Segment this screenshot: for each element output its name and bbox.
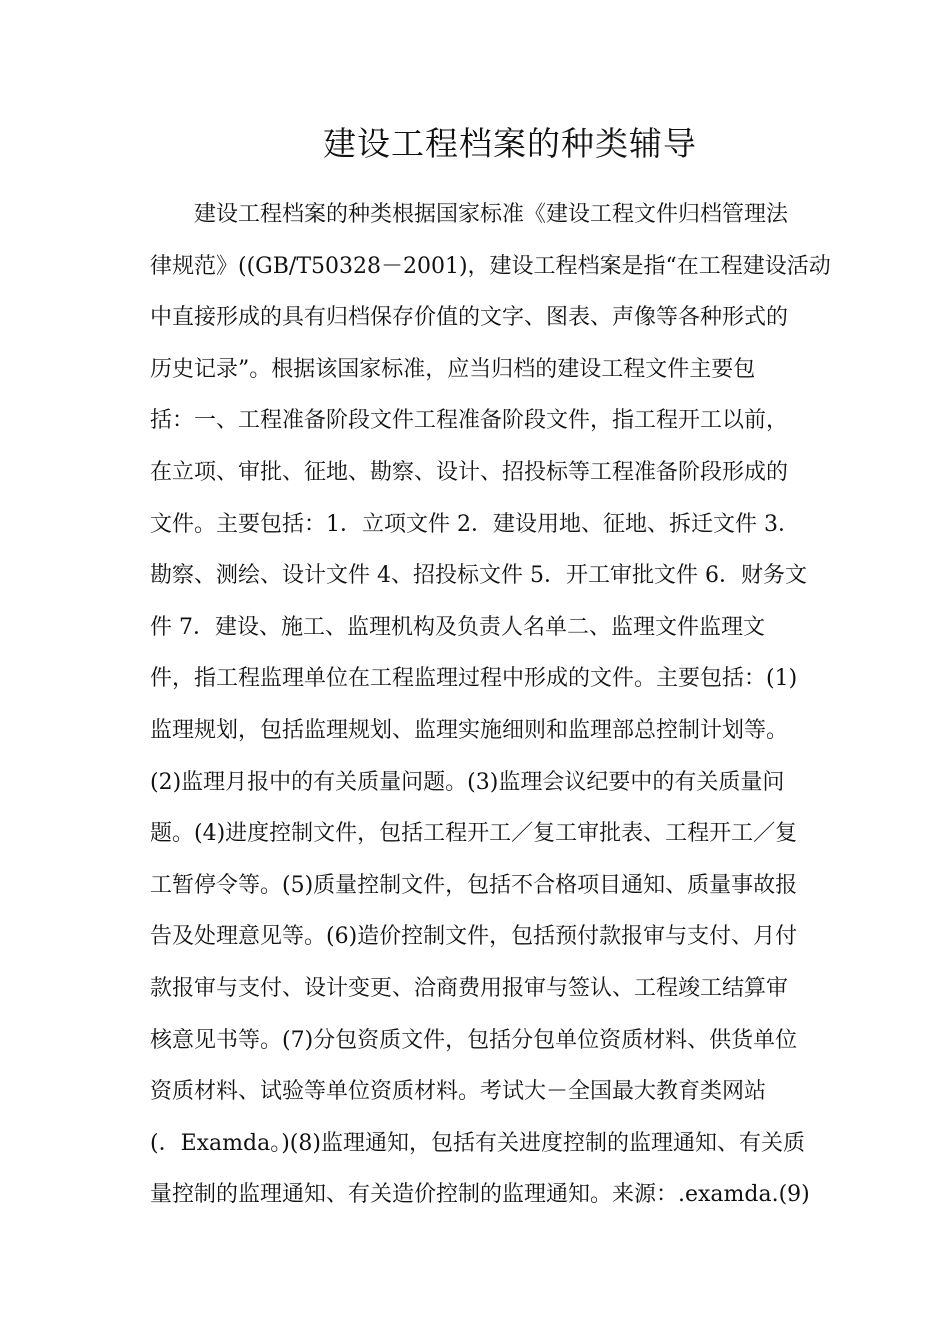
document-title: 建设工程档案的种类辅导 — [323, 124, 697, 163]
body-line: 文件。主要包括：1．立项文件 2．建设用地、征地、拆迁文件 3． — [150, 511, 800, 537]
body-line: 告及处理意见等。(6)造价控制文件，包括预付款报审与支付、月付 — [150, 924, 798, 950]
body-line: 勘察、测绘、设计文件 4、招投标文件 5．开工审批文件 6．财务文 — [150, 563, 807, 589]
body-line: 监理规划，包括监理规划、监理实施细则和监理部总控制计划等。 — [150, 717, 789, 743]
body-line: 中直接形成的具有归档保存价值的文字、图表、声像等各种形式的 — [150, 305, 789, 331]
body-line: 款报审与支付、设计变更、洽商费用报审与签认、工程竣工结算审 — [150, 975, 789, 1001]
body-line: 题。(4)进度控制文件，包括工程开工／复工审批表、工程开工／复 — [150, 821, 798, 847]
body-line: 件，指工程监理单位在工程监理过程中形成的文件。主要包括：(1) — [150, 666, 798, 692]
body-line: 核意见书等。(7)分包资质文件，包括分包单位资质材料、供货单位 — [150, 1027, 798, 1053]
body-line: 律规范》((GB/T50328－2001)，建设工程档案是指“在工程建设活动 — [150, 253, 831, 279]
body-line: 量控制的监理通知、有关造价控制的监理通知。来源：.examda.(9) — [150, 1182, 810, 1208]
body-line: (2)监理月报中的有关质量问题。(3)监理会议纪要中的有关质量问 — [150, 769, 785, 795]
body-line: 件 7．建设、施工、监理机构及负责人名单二、监理文件监理文 — [150, 614, 765, 640]
document-body — [150, 196, 831, 1228]
body-line: 资质材料、试验等单位资质材料。考试大－全国最大教育类网站 — [150, 1079, 767, 1105]
body-line: (．Examda。)(8)监理通知，包括有关进度控制的监理通知、有关质 — [150, 1130, 805, 1156]
body-line: 括：一、工程准备阶段文件工程准备阶段文件，指工程开工以前， — [150, 408, 789, 434]
body-line: 建设工程档案的种类根据国家标准《建设工程文件归档管理法 — [194, 202, 789, 227]
body-line: 工暂停令等。(5)质量控制文件，包括不合格项目通知、质量事故报 — [150, 872, 798, 898]
body-line: 在立项、审批、征地、勘察、设计、招投标等工程准备阶段形成的 — [150, 459, 789, 485]
body-line: 历史记录”。根据该国家标准，应当归档的建设工程文件主要包 — [150, 356, 756, 382]
